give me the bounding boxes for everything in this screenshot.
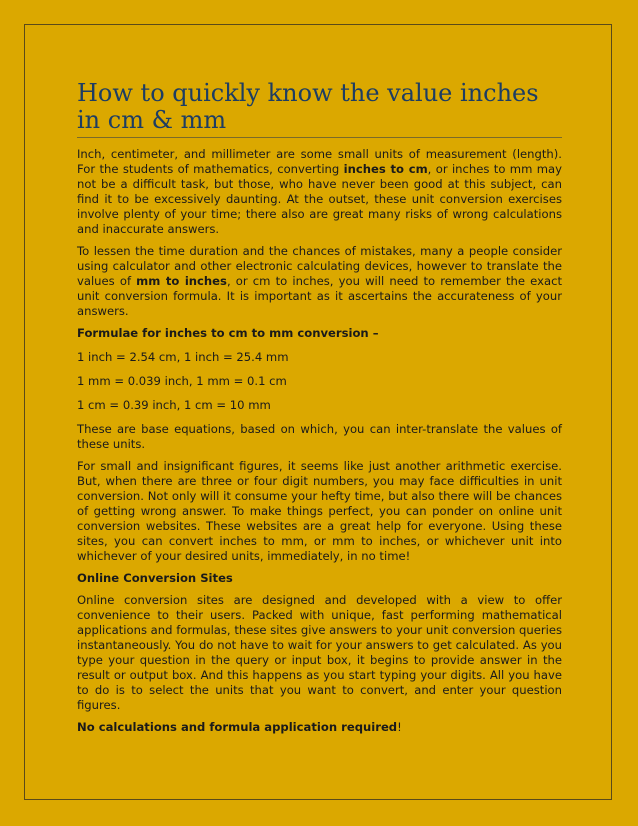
mm-to-inches-keyword: mm to inches xyxy=(136,274,227,288)
sites-heading xyxy=(77,571,562,586)
calculator-paragraph xyxy=(77,244,562,319)
page-title: How to quickly know the value inches in cm & mm xyxy=(77,80,562,138)
formula-line-1: 1 inch = 2.54 cm, 1 inch = 25.4 mm xyxy=(77,350,289,364)
sites-heading-text: Online Conversion Sites xyxy=(77,571,233,585)
document-body xyxy=(77,80,562,735)
inches-to-cm-keyword: inches to cm xyxy=(343,162,428,176)
formula-line-2: 1 mm = 0.039 inch, 1 mm = 0.1 cm xyxy=(77,374,287,388)
sites-paragraph: Online conversion sites are designed and developed with a view to offer convenience to their users. Packed with unique, fast performing mathematical applications and formulas, these sites give answers to your unit conversion queries instantaneously. You do not have to wait for your answers to get calculated. As you type your question in the query or input box, it begins to provide answer in the result or output box. And this happens as you start typing your digits. All you have to do is to select the units that you want to convert, and enter your question figures. xyxy=(77,593,562,712)
formula-heading xyxy=(77,326,562,341)
closing-bold-text: No calculations and formula application required xyxy=(77,720,398,734)
formula-line-3: 1 cm = 0.39 inch, 1 cm = 10 mm xyxy=(77,398,271,412)
closing-line xyxy=(77,720,562,735)
closing-end-text: ! xyxy=(397,720,402,734)
arithmetic-paragraph: For small and insignificant figures, it seems like just another arithmetic exercise. But, when there are three or four digit numbers, you may face difficulties in unit conversion. Not only will it consume your hefty time, but also there will be chances of getting wrong answer. To make things perfect, you can ponder on online unit conversion websites. These websites are a great help for everyone. Using these sites, you can convert inches to mm, or mm to inches, or whichever unit into whichever of your desired units, immediately, in no time! xyxy=(77,459,562,563)
intro-paragraph xyxy=(77,147,562,237)
intro-text-a: Inch, centimeter, and millimeter are some small units of measurement (length). For the students of mathematics, converting xyxy=(77,147,562,176)
calculator-text-a: To lessen the time duration and the chances of mistakes, many a people consider using calculator and other electronic calculating devices, however to translate the values of xyxy=(77,244,562,288)
formula-heading-text: Formulae for inches to cm to mm conversion – xyxy=(77,326,379,340)
base-equations-paragraph: These are base equations, based on which, you can inter-translate the values of these units. xyxy=(77,422,562,451)
intro-text-b: , or inches to mm may not be a difficult task, but those, who have never been good at this subject, can find it to be excessively daunting. At the outset, these unit conversion exercises involve plenty of your time; there also are great many risks of wrong calculations and inaccurate answers. xyxy=(77,162,563,236)
calculator-text-b: , or cm to inches, you will need to remember the exact unit conversion formula. It is important as it ascertains the accurateness of your answers. xyxy=(77,274,562,318)
